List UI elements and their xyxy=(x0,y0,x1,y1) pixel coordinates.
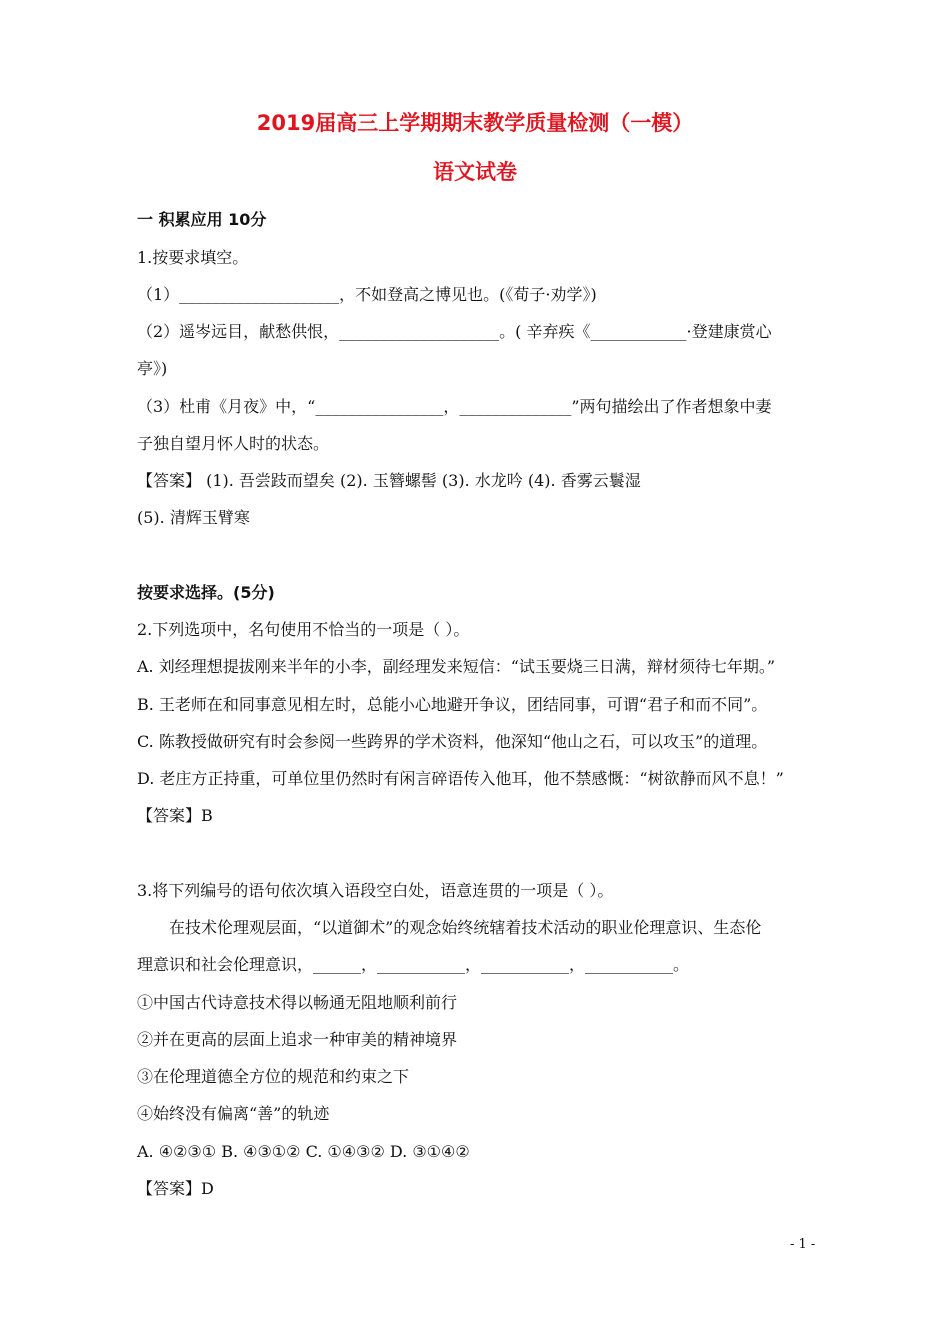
question-3-passage-line-1: 在技术伦理观层面，“以道御术”的观念始终统辖着技术活动的职业伦理意识、生态伦 xyxy=(169,918,762,937)
question-1-item-2-continued: 亭》) xyxy=(137,359,168,378)
question-2-option-c: C. 陈教授做研究有时会参阅一些跨界的学术资料，他深知“他山之石，可以攻玉”的道理。 xyxy=(137,732,768,751)
question-2-stem: 2.下列选项中，名句使用不恰当的一项是（ ）。 xyxy=(137,620,470,639)
question-1-stem: 1.按要求填空。 xyxy=(137,248,249,267)
question-1-answer-continued: (5). 清辉玉臂寒 xyxy=(137,508,250,527)
question-3-sentence-1: ①中国古代诗意技术得以畅通无阻地顺利前行 xyxy=(137,993,458,1012)
question-1-item-1: （1）____________________，不如登高之博见也。(《荀子·劝学》) xyxy=(137,285,597,304)
question-1-item-3-continued: 子独自望月怀人时的状态。 xyxy=(137,434,330,453)
section-heading-choice: 按要求选择。(5分) xyxy=(137,583,275,602)
section-heading-accumulation: 一 积累应用 10分 xyxy=(137,210,267,229)
question-3-sentence-2: ②并在更高的层面上追求一种审美的精神境界 xyxy=(137,1030,458,1049)
page-title: 2019届高三上学期期末教学质量检测（一模） xyxy=(256,111,694,135)
question-3-stem: 3.将下列编号的语句依次填入语段空白处，语意连贯的一项是（ ）。 xyxy=(137,881,614,900)
question-3-sentence-4: ④始终没有偏离“善”的轨迹 xyxy=(137,1104,330,1123)
question-1-answer: 【答案】 (1). 吾尝跂而望矣 (2). 玉簪螺髻 (3). 水龙吟 (4). 香雾云鬟湿 xyxy=(137,471,641,490)
question-2-option-a: A. 刘经理想提拔刚来半年的小李，副经理发来短信：“试玉要烧三日满，辩材须待七年期。” xyxy=(137,657,776,676)
question-3-passage-line-2: 理意识和社会伦理意识，______，___________，___________，___________。 xyxy=(137,955,690,974)
question-1-item-2: （2）遥岑远目，献愁供恨，____________________。( 辛弃疾《____________·登建康赏心 xyxy=(137,322,772,341)
page-subtitle: 语文试卷 xyxy=(433,160,517,184)
question-3-options: A. ④②③① B. ④③①② C. ①④③② D. ③①④② xyxy=(137,1142,470,1161)
question-2-option-d: D. 老庄方正持重，可单位里仍然时有闲言碎语传入他耳，他不禁感慨：“树欲静而风不息！” xyxy=(137,769,784,788)
question-2-option-b: B. 王老师在和同事意见相左时，总能小心地避开争议，团结同事，可谓“君子和而不同”。 xyxy=(137,695,768,714)
question-3-answer: 【答案】D xyxy=(137,1179,214,1198)
page-number: - 1 - xyxy=(790,1237,816,1252)
question-1-item-3: （3）杜甫《月夜》中，“________________，______________”两句描绘出了作者想象中妻 xyxy=(137,397,772,416)
question-3-sentence-3: ③在伦理道德全方位的规范和约束之下 xyxy=(137,1067,410,1086)
question-2-answer: 【答案】B xyxy=(137,806,213,825)
